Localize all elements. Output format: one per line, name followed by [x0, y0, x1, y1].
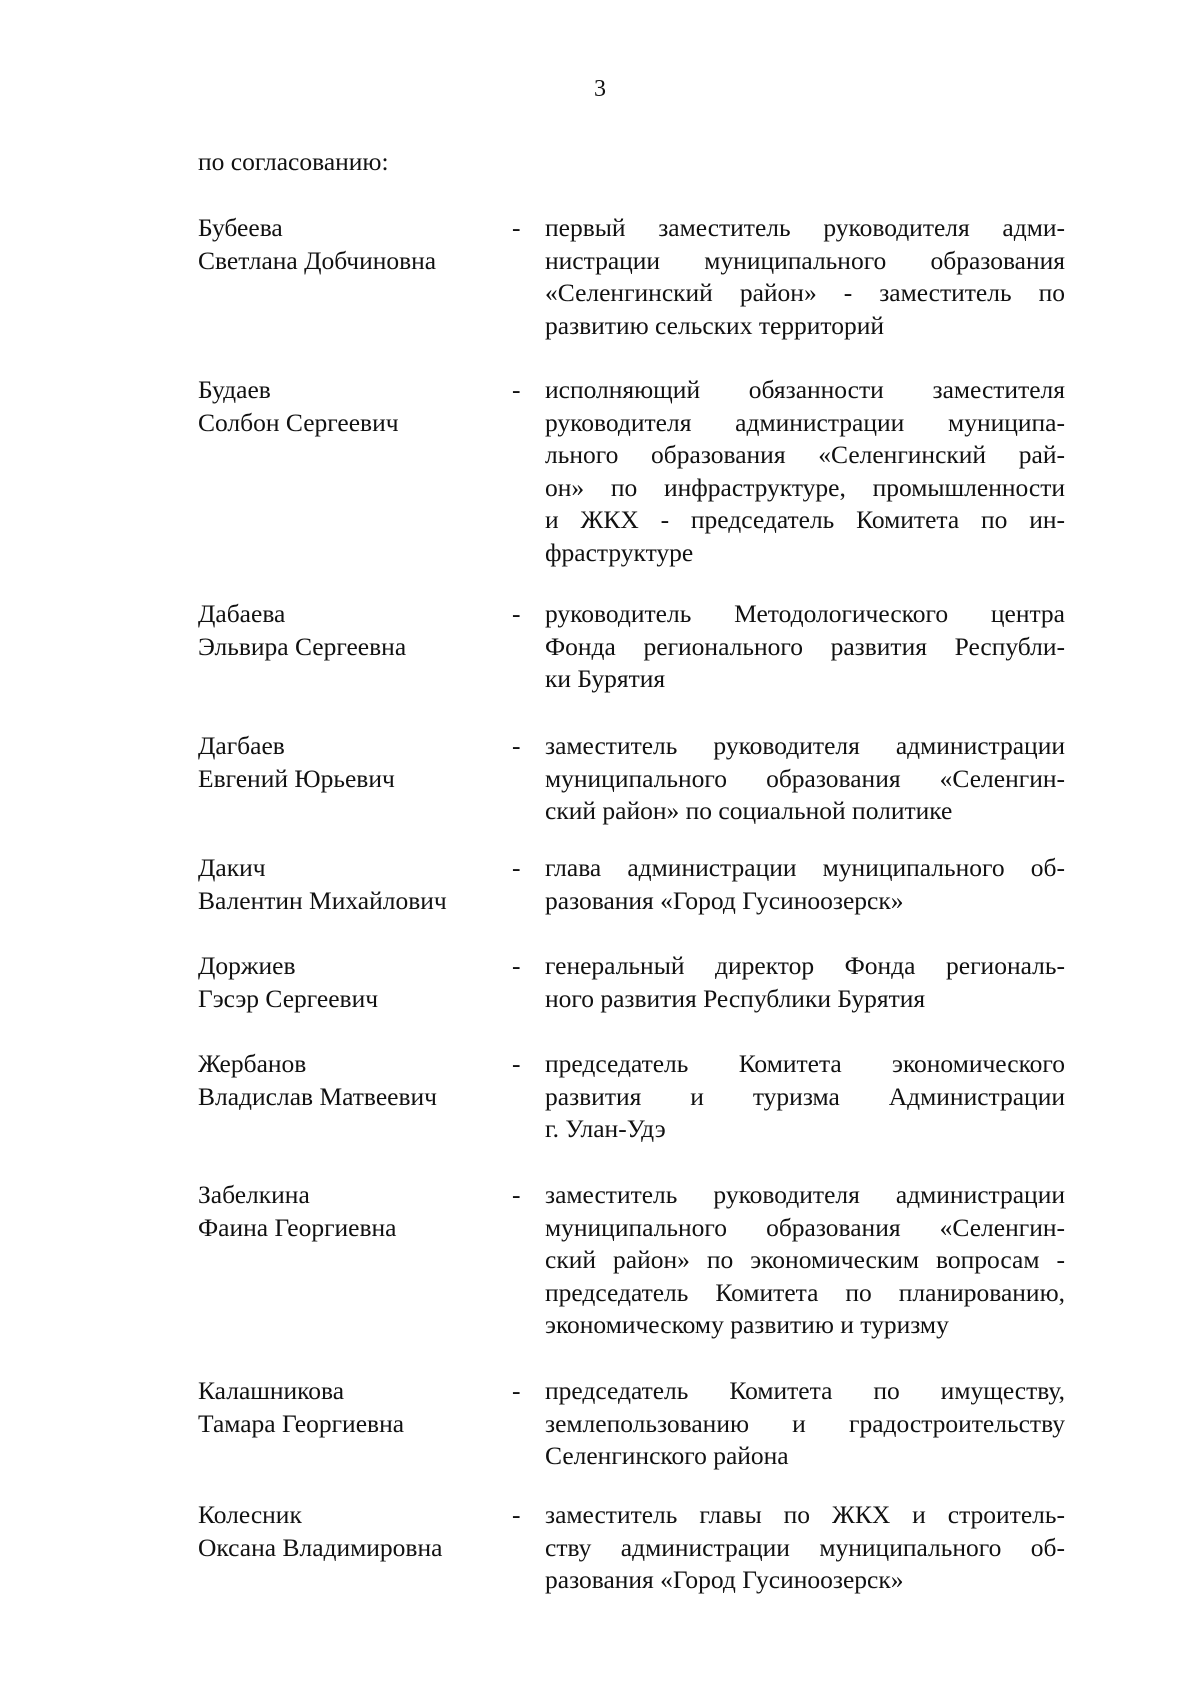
- position-line: заместитель руководителя администрации: [545, 731, 1065, 760]
- position-line: исполняющий обязанности заместителя: [545, 375, 1065, 404]
- position-line: муниципального образования «Селенгин-: [545, 1212, 1065, 1242]
- member-name: [198, 1048, 498, 1113]
- separator-dash: -: [512, 1500, 521, 1529]
- position-line: он» по инфраструктуре, промышленности: [545, 472, 1065, 502]
- member-position: [545, 598, 1065, 696]
- position-line: председатель Комитета по планированию,: [545, 1277, 1065, 1307]
- member-name: [198, 212, 498, 277]
- position-line: заместитель руководителя администрации: [545, 1180, 1065, 1209]
- position-line: фраструктуре: [545, 537, 694, 567]
- member-name: [198, 1179, 498, 1244]
- separator-dash: -: [512, 375, 521, 404]
- position-line: г. Улан-Удэ: [545, 1114, 666, 1144]
- member-surname: Доржиев: [198, 951, 296, 980]
- position-line: ству администрации муниципального об-: [545, 1532, 1065, 1562]
- member-surname: Дагбаев: [198, 731, 285, 760]
- separator-dash: -: [512, 951, 521, 980]
- member-position: [545, 1048, 1065, 1146]
- position-line: руководитель Методологического центра: [545, 599, 1065, 628]
- member-given-names: Евгений Юрьевич: [198, 763, 395, 793]
- position-line: председатель Комитета по имуществу,: [545, 1376, 1065, 1405]
- member-name: [198, 950, 498, 1015]
- member-name: [198, 1375, 498, 1440]
- member-position: [545, 1179, 1065, 1342]
- separator-dash: -: [512, 213, 521, 242]
- member-surname: Дабаева: [198, 599, 286, 628]
- member-name: [198, 598, 498, 663]
- member-surname: Будаев: [198, 375, 271, 404]
- separator-dash: -: [512, 853, 521, 882]
- position-line: льного образования «Селенгинский рай-: [545, 440, 1065, 470]
- member-position: [545, 852, 1065, 917]
- position-line: первый заместитель руководителя адми-: [545, 213, 1065, 242]
- position-line: Селенгинского района: [545, 1441, 789, 1471]
- member-given-names: Оксана Владимировна: [198, 1532, 443, 1562]
- member-given-names: Солбон Сергеевич: [198, 407, 399, 437]
- position-line: Фонда регионального развития Республи-: [545, 631, 1065, 661]
- member-position: [545, 1375, 1065, 1473]
- position-line: разования «Город Гусиноозерск»: [545, 885, 904, 915]
- position-line: экономическому развитию и туризму: [545, 1310, 949, 1340]
- intro-text: по согласованию:: [198, 147, 389, 176]
- position-line: землепользованию и градостроительству: [545, 1408, 1065, 1438]
- member-given-names: Тамара Георгиевна: [198, 1408, 405, 1438]
- member-name: [198, 852, 498, 917]
- member-surname: Бубеева: [198, 213, 283, 242]
- member-name: [198, 1499, 498, 1564]
- position-line: заместитель главы по ЖКХ и строитель-: [545, 1500, 1065, 1529]
- position-line: глава администрации муниципального об-: [545, 853, 1065, 882]
- member-given-names: Владислав Матвеевич: [198, 1081, 437, 1111]
- member-position: [545, 212, 1065, 342]
- position-line: развития и туризма Администрации: [545, 1081, 1065, 1111]
- member-given-names: Светлана Добчиновна: [198, 245, 437, 275]
- member-position: [545, 950, 1065, 1015]
- member-surname: Жербанов: [198, 1049, 307, 1078]
- page-number: 3: [594, 76, 606, 102]
- position-line: развитию сельских территорий: [545, 310, 885, 340]
- member-position: [545, 730, 1065, 828]
- member-surname: Колесник: [198, 1500, 302, 1529]
- member-surname: Калашникова: [198, 1376, 345, 1405]
- separator-dash: -: [512, 731, 521, 760]
- position-line: ного развития Республики Бурятия: [545, 983, 926, 1013]
- position-line: «Селенгинский район» - заместитель по: [545, 278, 1065, 308]
- member-given-names: Гэсэр Сергеевич: [198, 983, 379, 1013]
- member-name: [198, 374, 498, 439]
- member-position: [545, 1499, 1065, 1597]
- separator-dash: -: [512, 1180, 521, 1209]
- member-position: [545, 374, 1065, 570]
- position-line: нистрации муниципального образования: [545, 245, 1065, 275]
- separator-dash: -: [512, 1049, 521, 1078]
- position-line: председатель Комитета экономического: [545, 1049, 1065, 1078]
- member-given-names: Валентин Михайлович: [198, 885, 447, 915]
- position-line: руководителя администрации муниципа-: [545, 407, 1065, 437]
- member-given-names: Эльвира Сергеевна: [198, 631, 407, 661]
- member-name: [198, 730, 498, 795]
- position-line: и ЖКХ - председатель Комитета по ин-: [545, 505, 1065, 535]
- position-line: ки Бурятия: [545, 664, 666, 694]
- position-line: ский район» по социальной политике: [545, 796, 953, 826]
- member-surname: Забелкина: [198, 1180, 310, 1209]
- separator-dash: -: [512, 1376, 521, 1405]
- separator-dash: -: [512, 599, 521, 628]
- position-line: генеральный директор Фонда региональ-: [545, 951, 1065, 980]
- member-given-names: Фаина Георгиевна: [198, 1212, 397, 1242]
- position-line: разования «Город Гусиноозерск»: [545, 1565, 904, 1595]
- position-line: ский район» по экономическим вопросам -: [545, 1245, 1065, 1275]
- position-line: муниципального образования «Селенгин-: [545, 763, 1065, 793]
- member-surname: Дакич: [198, 853, 266, 882]
